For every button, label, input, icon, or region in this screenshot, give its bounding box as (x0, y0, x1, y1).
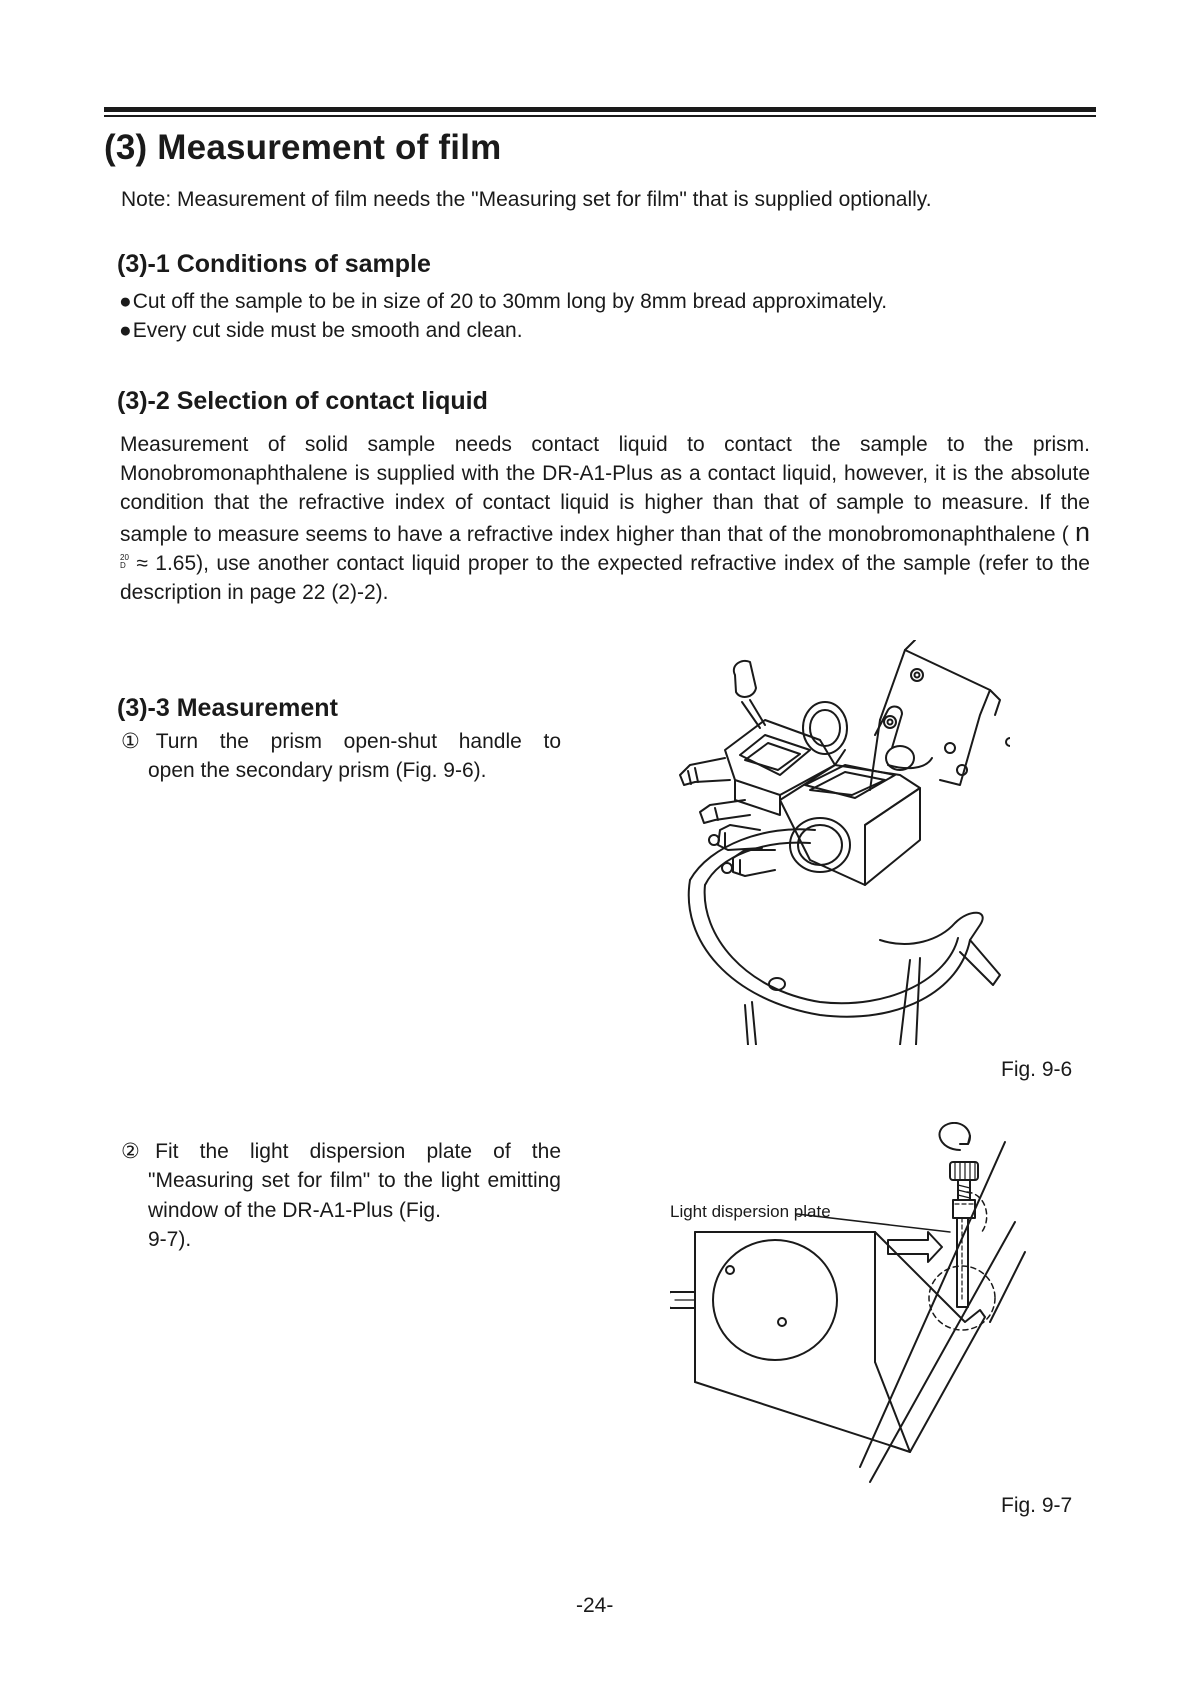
para-text-after: ≈ 1.65), use another contact liquid proper to the expected refractive index of the sample (refer to the description in page 22 (2)-2). (120, 551, 1090, 605)
step-1 (121, 727, 561, 786)
step-1-rest: open the secondary prism (Fig. 9-6). (148, 759, 487, 783)
figure-9-6-caption: Fig. 9-6 (1001, 1058, 1073, 1081)
page-title: (3) Measurement of film (104, 128, 502, 167)
figure-9-6-illustration (670, 640, 1010, 1045)
bullet-dot-icon: ● (119, 319, 132, 342)
bullet-text: Every cut side must be smooth and clean. (132, 319, 523, 342)
bullet-text: Cut off the sample to be in size of 20 to 30mm long by 8mm bread approximately. (132, 290, 888, 313)
header-rule-thin (104, 115, 1096, 117)
header-rule-thick (104, 107, 1096, 112)
note-text: Note: Measurement of film needs the "Measuring set for film" that is supplied optionally. (121, 188, 932, 211)
conditions-heading: (3)-1 Conditions of sample (117, 250, 431, 278)
step-1-first-line: Turn the prism open-shut handle to (155, 730, 562, 753)
n-subscript: D (120, 561, 126, 571)
figure-9-7-illustration (670, 1122, 1030, 1492)
step-2 (121, 1137, 561, 1254)
selection-paragraph (120, 430, 1090, 607)
step-2-first-line: Fit the light dispersion plate of the (155, 1140, 562, 1163)
refractive-index-sup-sub (120, 554, 129, 570)
figure-9-7-caption: Fig. 9-7 (1001, 1494, 1073, 1517)
bullet-dot-icon: ● (119, 290, 132, 313)
callout-label: Light dispersion plate (670, 1202, 831, 1221)
n-superscript: 20 (120, 553, 129, 563)
page-number: -24- (576, 1594, 614, 1617)
refractive-index-symbol: n (1074, 516, 1091, 547)
conditions-bullet-2 (119, 319, 523, 343)
conditions-bullet-1 (119, 290, 887, 314)
selection-heading: (3)-2 Selection of contact liquid (117, 387, 488, 415)
para-text-before: Measurement of solid sample needs contact liquid to contact the sample to the prism. Monobromonaphthalene is supplied with the DR-A1-Plus as a contact liquid, however, it is the absolute condition that the refractive index of contact liquid is higher than that of sample to measure. If the sample to measure seems to have a refractive index higher than that of the monobromonaphthalene ( (120, 433, 1090, 546)
step-2-line1 (121, 1137, 561, 1166)
step-2-number: ② (121, 1140, 156, 1163)
step-1-number: ① (121, 730, 156, 753)
step-2-rest: "Measuring set for film" to the light emitting window of the DR-A1-Plus (Fig. (148, 1169, 561, 1222)
step-1-line1 (121, 727, 561, 756)
step-2-rest-last: 9-7). (148, 1227, 192, 1251)
measurement-heading: (3)-3 Measurement (117, 694, 338, 722)
